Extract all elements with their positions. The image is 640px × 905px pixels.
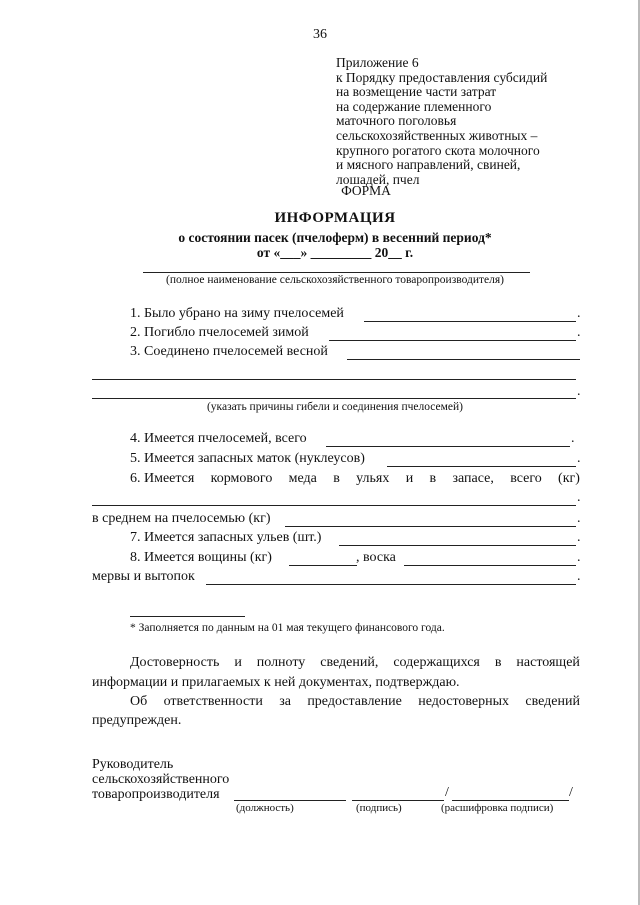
item-6-cont-label: в среднем на пчелосемью (кг): [92, 511, 271, 526]
signature-line: сельскохозяйственного: [92, 772, 230, 787]
item-6-word: 6. Имеется: [130, 471, 195, 486]
item-7-label: 7. Имеется запасных ульев (шт.): [130, 530, 322, 545]
item-7-period: .: [577, 530, 581, 545]
item-8-period-a: .: [577, 550, 581, 565]
appendix-line: лошадей, пчел: [336, 171, 420, 187]
item-6-word: меда: [288, 471, 317, 486]
appendix-line: крупного рогатого скота молочного: [336, 142, 540, 158]
item-1-period: .: [577, 306, 581, 321]
signature-caption: (подпись): [356, 802, 402, 814]
footnote-separator: [130, 616, 245, 617]
slash-1: /: [445, 785, 449, 800]
paragraph-word: настоящей: [516, 655, 580, 670]
item-3-field-cont2[interactable]: [92, 398, 576, 399]
paragraph-word: сведений,: [320, 655, 379, 670]
item-8-label: 8. Имеется вощины (кг): [130, 550, 272, 565]
signature-line: товаропроизводителя: [92, 787, 220, 802]
period-line: от «___» _________ 20__ г.: [256, 245, 414, 260]
item-3-period: .: [577, 384, 581, 399]
paragraph-word: сведений: [525, 694, 580, 709]
form-label: ФОРМА: [341, 183, 391, 198]
appendix-line: и мясного направлений, свиней,: [336, 157, 521, 173]
item-3-field[interactable]: [347, 359, 580, 360]
item-8-wax-label: , воска: [356, 550, 396, 565]
appendix-line: на возмещение части затрат: [336, 84, 497, 100]
paragraph-word: полноту: [256, 655, 306, 670]
item-6-word: всего: [510, 471, 542, 486]
responsibility-paragraph: [130, 694, 580, 710]
item-6-period-a: .: [577, 490, 581, 505]
paragraph-word: содержащихся: [393, 655, 480, 670]
paragraph-word: за: [279, 694, 291, 709]
paragraph-word: Об: [130, 694, 148, 709]
item-8-wax-sheet-field[interactable]: [289, 565, 357, 566]
document-subtitle: о состоянии пасек (пчелоферм) в весенний период*: [178, 230, 492, 245]
confirmation-paragraph: [130, 655, 580, 671]
item-1-label: 1. Было убрано на зиму пчелосемей: [130, 306, 344, 321]
signature-field[interactable]: [352, 800, 444, 801]
responsibility-paragraph-line2: предупрежден.: [92, 713, 182, 728]
item-6-word: ульях: [356, 471, 390, 486]
item-3-field-cont[interactable]: [92, 379, 576, 380]
appendix-line: сельскохозяйственных животных –: [336, 127, 538, 143]
item-1-field[interactable]: [364, 321, 576, 322]
item-6-word: (кг): [558, 471, 580, 486]
item-6-word: запасе,: [452, 471, 494, 486]
position-caption: (должность): [236, 802, 294, 814]
paragraph-word: недостоверных: [418, 694, 510, 709]
item-6-word: в: [429, 471, 437, 486]
item-6-label: [130, 471, 580, 487]
confirmation-paragraph-line2: информации и прилагаемых к ней документах, подтверждаю.: [92, 675, 460, 690]
page-number: 36: [313, 27, 327, 42]
signature-line: Руководитель: [92, 757, 174, 772]
item-2-field[interactable]: [329, 340, 576, 341]
item-8-cont-label: мервы и вытопок: [92, 569, 195, 584]
item-5-field[interactable]: [387, 466, 576, 467]
item-4-label: 4. Имеется пчелосемей, всего: [130, 431, 307, 446]
appendix-block: [336, 56, 547, 187]
item-8-period-b: .: [577, 569, 581, 584]
appendix-line: на содержание племенного: [336, 98, 492, 114]
item-3-label: 3. Соединено пчелосемей весной: [130, 344, 328, 359]
item-6-period-b: .: [577, 511, 581, 526]
footnote: * Заполняется по данным на 01 мая текущего финансового года.: [130, 622, 445, 634]
slash-2: /: [569, 785, 573, 800]
item-5-label: 5. Имеется запасных маток (нуклеусов): [130, 451, 365, 466]
position-field[interactable]: [234, 800, 346, 801]
item-4-field[interactable]: [326, 446, 570, 447]
producer-caption: (полное наименование сельскохозяйственного товаропроизводителя): [166, 274, 504, 286]
reasons-caption: (указать причины гибели и соединения пчелосемей): [206, 401, 464, 413]
item-4-period: .: [571, 431, 575, 446]
paragraph-word: Достоверность: [130, 655, 220, 670]
appendix-line: маточного поголовья: [336, 113, 457, 129]
item-2-label: 2. Погибло пчелосемей зимой: [130, 325, 309, 340]
item-6-word: в: [333, 471, 340, 486]
item-8-cont-field[interactable]: [206, 584, 576, 585]
item-6-field[interactable]: [92, 505, 576, 506]
signature-decoding-field[interactable]: [452, 800, 569, 801]
item-2-period: .: [577, 325, 581, 340]
item-6-cont-field[interactable]: [285, 526, 576, 527]
item-8-wax-field[interactable]: [404, 565, 576, 566]
item-6-word: и: [405, 471, 414, 486]
appendix-line: Приложение 6: [336, 55, 419, 70]
producer-name-field[interactable]: [143, 272, 530, 273]
paragraph-word: предоставление: [307, 694, 402, 709]
item-6-word: кормового: [210, 471, 273, 486]
appendix-line: к Порядку предоставления субсидий: [336, 69, 548, 85]
item-5-period: .: [577, 451, 581, 466]
paragraph-word: ответственности: [163, 694, 263, 709]
signature-block: [92, 757, 229, 802]
document-title: ИНФОРМАЦИЯ: [274, 210, 396, 226]
item-7-field[interactable]: [339, 545, 576, 546]
decoding-caption: (расшифровка подписи): [441, 802, 554, 814]
paragraph-word: в: [494, 655, 502, 670]
paragraph-word: и: [234, 655, 242, 670]
